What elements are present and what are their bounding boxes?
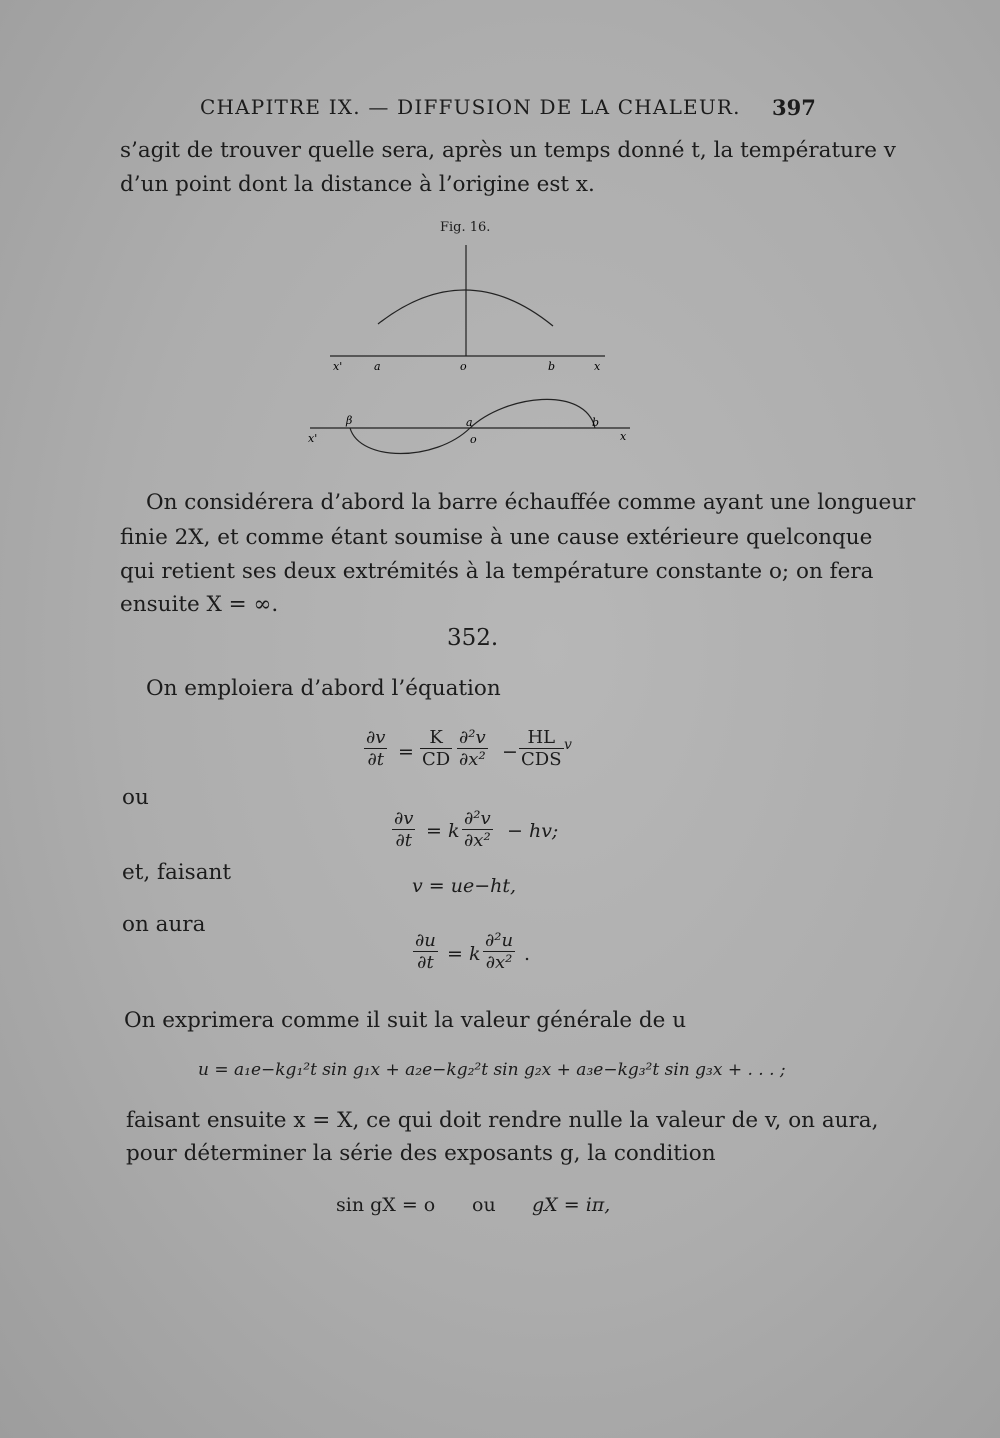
top-label-xprime: x' bbox=[333, 360, 343, 373]
on-aura-words: on aura bbox=[122, 912, 206, 937]
top-label-x: x bbox=[594, 360, 601, 373]
paragraph4-line-2: pour déterminer la série des exposants g, la condition bbox=[126, 1141, 716, 1166]
figure-16 bbox=[300, 240, 640, 465]
eq1-second-derivative: $\frac{\text{∂²v}}{\text{∂x²}}$ bbox=[459, 727, 486, 770]
intro-line-1: s’agit de trouver quelle sera, après un temps donné t, la température v bbox=[120, 138, 896, 163]
eq4-tail: . bbox=[524, 943, 531, 965]
eq4-lhs-fraction: $\frac{\partial u}{\partial t}$ bbox=[415, 930, 436, 973]
paragraph1-line-2: finie 2X, et comme étant soumise à une cause extérieure quelconque bbox=[120, 525, 873, 550]
page-number: 397 bbox=[772, 95, 816, 120]
paragraph4-line-1: faisant ensuite x = X, ce qui doit rendre nulle la valeur de v, on aura, bbox=[126, 1108, 879, 1133]
top-label-b: b bbox=[548, 360, 556, 373]
section-number: 352. bbox=[447, 625, 499, 651]
eq2-second-derivative: $\frac{\text{∂²v}}{\text{∂x²}}$ bbox=[464, 808, 491, 851]
condition-ou: ou bbox=[472, 1194, 496, 1216]
eq4-second-derivative: $\frac{\text{∂²u}}{\text{∂x²}}$ bbox=[485, 930, 514, 973]
paragraph1-line-4: ensuite X = ∞. bbox=[120, 592, 279, 617]
paragraph1-line-3: qui retient ses deux extrémités à la température constante o; on fera bbox=[120, 559, 874, 584]
bottom-label-xprime: x' bbox=[308, 432, 318, 445]
eq4-equals-k: = k bbox=[447, 943, 481, 965]
eq2-tail: − hv; bbox=[507, 820, 559, 842]
ou-word: ou bbox=[122, 785, 149, 810]
paragraph1-line-1: On considérera d’abord la barre échauffée comme ayant une longueur bbox=[146, 490, 916, 515]
faisant-words: et, faisant bbox=[122, 860, 232, 885]
bottom-label-o: o bbox=[470, 433, 477, 446]
top-label-o: o bbox=[460, 360, 467, 373]
eq1-lhs-fraction: $\frac{\partial v}{\partial t}$ bbox=[366, 727, 386, 770]
intro-line-2: d’un point dont la distance à l’origine est x. bbox=[120, 172, 595, 197]
paragraph3-line-1: On exprimera comme il suit la valeur générale de u bbox=[124, 1008, 687, 1033]
eq1-tail: v bbox=[564, 737, 572, 753]
eq1-minus: − bbox=[502, 741, 518, 763]
figure-caption: Fig. 16. bbox=[440, 220, 491, 235]
eq2-lhs-fraction: $\frac{\partial v}{\partial t}$ bbox=[394, 808, 414, 851]
bottom-label-a: a bbox=[466, 416, 473, 429]
condition-right: gX = iπ, bbox=[532, 1194, 611, 1216]
eq1-equals: = bbox=[398, 741, 414, 763]
running-header: CHAPITRE IX. — DIFFUSION DE LA CHALEUR. bbox=[200, 95, 741, 119]
eq1-hl-over-cds: HL CDS bbox=[521, 727, 562, 770]
bottom-label-x: x bbox=[620, 430, 627, 443]
top-label-a: a bbox=[374, 360, 381, 373]
eq1-k-over-cd: $\frac{K}{CD}$ bbox=[422, 727, 451, 770]
general-series: u = a₁e−kg₁²t sin g₁x + a₂e−kg₂²t sin g₂x + a₃e−kg₃²t sin g₃x + . . . ; bbox=[198, 1060, 786, 1080]
eq3-substitution: v = ue−ht, bbox=[412, 875, 517, 897]
condition-left: sin gX = o bbox=[336, 1194, 436, 1216]
eq2-equals-k: = k bbox=[426, 820, 460, 842]
paragraph2-line-1: On emploiera d’abord l’équation bbox=[146, 676, 501, 701]
bottom-label-b: b bbox=[592, 416, 600, 429]
bottom-label-beta: β bbox=[346, 414, 353, 427]
